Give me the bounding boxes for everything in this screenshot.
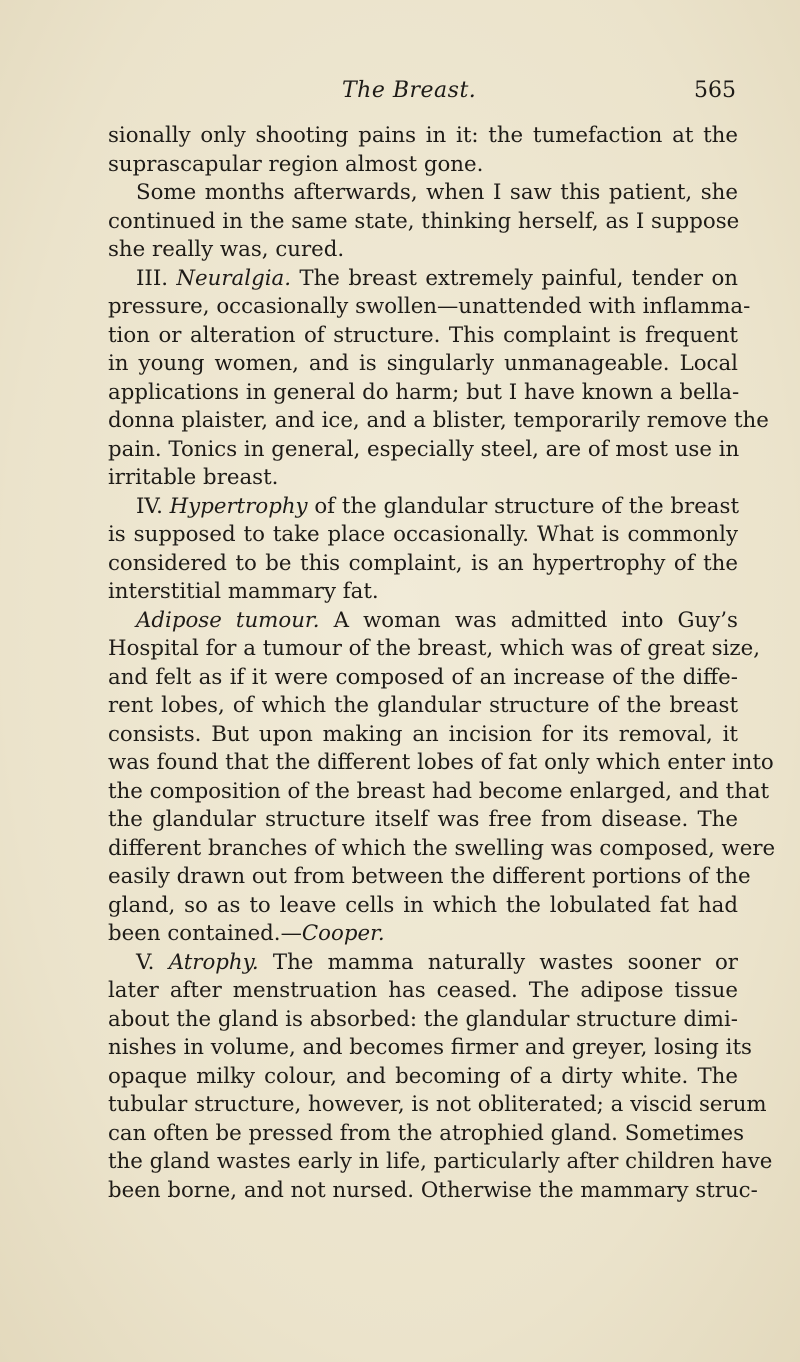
text-line: is supposed to take place occasionally. What is commonly — [108, 522, 738, 547]
text-line: rent lobes, of which the glandular structure of the breast — [108, 693, 738, 718]
text-line: in young women, and is singularly unmanageable. Local — [108, 351, 738, 376]
page-number: 565 — [694, 78, 736, 103]
page-header — [108, 78, 736, 112]
section-heading: Adipose tumour. — [136, 607, 320, 633]
text-line: V. Atrophy. The mamma naturally wastes sooner or — [136, 949, 738, 975]
citation: Cooper. — [301, 921, 385, 946]
text-line: applications in general do harm; but I have known a bella- — [108, 379, 740, 405]
text-line: was found that the different lobes of fat only which enter into — [108, 750, 774, 775]
section-heading: Atrophy. — [168, 949, 259, 975]
text-line: she really was, cured. — [108, 237, 345, 262]
text-line: the gland wastes early in life, particularly after children have — [108, 1149, 773, 1174]
text-line: Some months afterwards, when I saw this patient, she — [136, 180, 738, 205]
text-line: interstitial mammary fat. — [108, 579, 379, 604]
text-line: the composition of the breast had become enlarged, and that — [108, 778, 770, 804]
section-heading: Hypertrophy — [169, 493, 308, 519]
text-line: consists. But upon making an incision for its removal, it — [108, 721, 738, 747]
text-line: been borne, and not nursed. Otherwise the mammary struc- — [108, 1177, 758, 1203]
text-line: nishes in volume, and becomes firmer and greyer, losing its — [108, 1035, 752, 1060]
text-line: gland, so as to leave cells in which the lobulated fat had — [108, 892, 738, 918]
text-line: about the gland is absorbed: the glandular structure dimi- — [108, 1006, 738, 1032]
text-line: the glandular structure itself was free from disease. The — [108, 807, 738, 832]
text-line: tion or alteration of structure. This complaint is frequent — [108, 322, 738, 348]
text-line: continued in the same state, thinking herself, as I suppose — [108, 208, 740, 234]
text-line: donna plaister, and ice, and a blister, temporarily remove the — [108, 408, 769, 433]
text-line: considered to be this complaint, is an hypertrophy of the — [108, 550, 738, 576]
running-title: The Breast. — [342, 78, 477, 103]
text-line: Adipose tumour. A woman was admitted into Guy’s — [136, 607, 738, 633]
text-line: III. Neuralgia. The breast extremely painful, tender on — [136, 265, 738, 291]
text-line: easily drawn out from between the different portions of the — [108, 864, 751, 889]
text-line: been contained.—Cooper. — [108, 921, 385, 946]
text-line: opaque milky colour, and becoming of a dirty white. The — [108, 1063, 738, 1089]
text-line: irritable breast. — [108, 465, 279, 490]
text-line: different branches of which the swelling was composed, were — [108, 835, 776, 861]
text-line: Hospital for a tumour of the breast, which was of great size, — [108, 636, 760, 661]
text-line: later after menstruation has ceased. The adipose tissue — [108, 978, 738, 1003]
text-line: suprascapular region almost gone. — [108, 151, 484, 177]
text-line: sionally only shooting pains in it: the tumefaction at the — [108, 123, 738, 148]
text-line: IV. Hypertrophy of the glandular structure of the breast — [136, 493, 739, 519]
text-line: pain. Tonics in general, especially steel, are of most use in — [108, 436, 740, 462]
text-line: and felt as if it were composed of an increase of the diffe- — [108, 664, 738, 690]
section-heading: Neuralgia. — [176, 265, 291, 291]
text-line: can often be pressed from the atrophied gland. Sometimes — [108, 1120, 745, 1146]
text-line: tubular structure, however, is not obliterated; a viscid serum — [108, 1092, 767, 1117]
body-text — [108, 122, 776, 1205]
text-line: pressure, occasionally swollen—unattended with inflamma- — [108, 294, 751, 319]
